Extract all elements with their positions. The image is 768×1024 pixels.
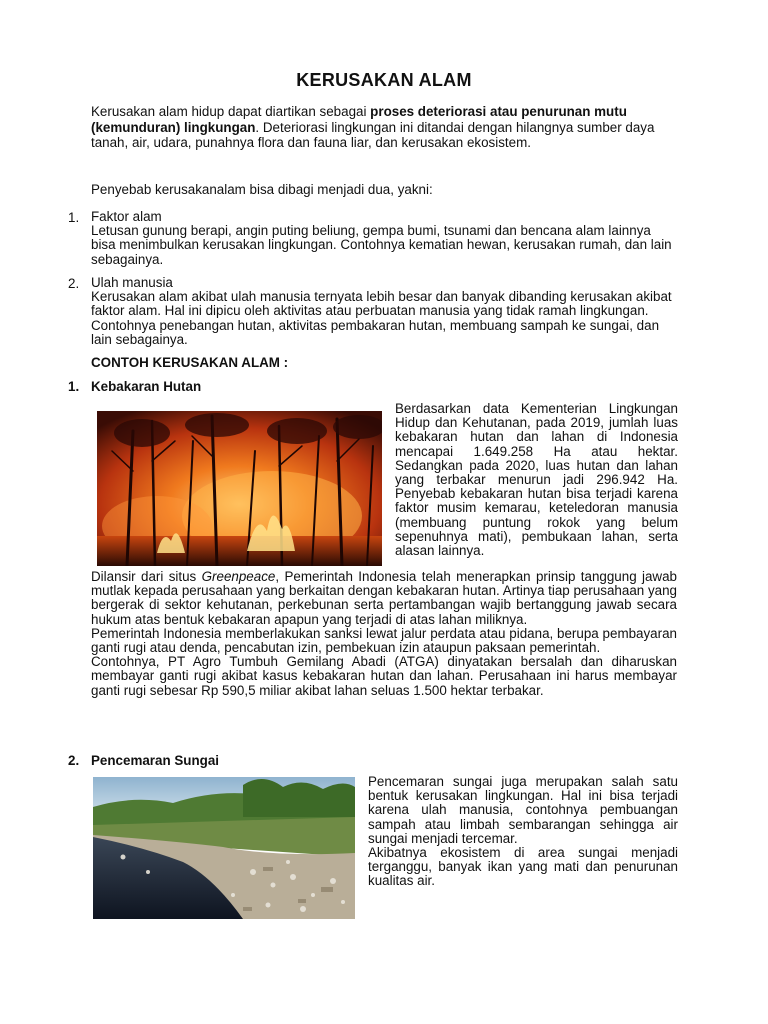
list-item-text: Kerusakan alam akibat ulah manusia ternyata lebih besar dan banyak dibanding kerusakan akibat faktor alam. Hal ini dipicu oleh aktivitas atau perbuatan manusia yang tidak ramah lingkungan. Contohnya penebangan hutan, aktivitas pembakaran hutan, membuang sampah ke sungai, dan lain sebagainya. [91, 289, 672, 347]
river-pollution-side-text [368, 775, 678, 889]
list-item-text: Letusan gunung berapi, angin puting beliung, gempa bumi, tsunami dan bencana alam lainnya bisa menimbulkan kerusakan lingkungan. Contohnya kematian hewan, kerusakan rumah, dan lain sebagainya. [91, 223, 672, 267]
greenpeace-text: Greenpeace [201, 569, 276, 584]
intro-text-end: . Deteriorasi lingkungan ini ditandai dengan hilangnya sumber daya tanah, air, udara, punahnya flora dan fauna liar, dan kerusakan ekosistem. [91, 119, 655, 151]
intro-text: Kerusakan alam hidup dapat diartikan sebagai [91, 104, 371, 119]
forest-fire-paragraph-1 [91, 570, 677, 627]
list-item-label: Faktor alam [91, 209, 162, 224]
forest-fire-body [91, 570, 677, 698]
river-pollution-paragraph-1: Pencemaran sungai juga merupakan salah satu bentuk kerusakan lingkungan. Hal ini bisa terjadi karena ulah manusia, contohnya pembuangan sampah atau limbah sembarangan sehingga air sungai menjadi tercemar. [368, 774, 678, 846]
list-number: 2. [68, 276, 80, 291]
causes-intro: Penyebab kerusakanalam bisa dibagi menjadi dua, yakni: [91, 182, 433, 197]
section-heading-river-pollution: Pencemaran Sungai [91, 753, 220, 768]
intro-paragraph [91, 104, 677, 151]
forest-fire-paragraph-3: Contohnya, PT Agro Tumbuh Gemilang Abadi (ATGA) dinyatakan bersalah dan diharuskan membayar ganti rugi akibat kasus kebakaran hutan dan lahan. Perusahaan ini harus membayar ganti rugi sebesar Rp 590,5 miliar akibat lahan seluas 1.500 hektar terbakar. [91, 654, 677, 698]
forest-fire-side-text: Berdasarkan data Kementerian Lingkungan Hidup dan Kehutanan, pada 2019, jumlah luas kebakaran hutan dan lahan di Indonesia mencapai 1.649.258 Ha atau hektar. Sedangkan pada 2020, luas hutan dan lahan yang terbakar menurun jadi 296.942 Ha. Penyebab kebakaran hutan bisa terjadi karena faktor musim kemarau, keteledoran manusia (membuang puntung rokok yang belum sepenuhnya mati), pembukaan lahan, serta alasan lainnya. [395, 401, 678, 559]
list-number: 1. [68, 379, 80, 394]
body-text: , Pemerintah Indonesia telah menerapkan prinsip tanggung jawab mutlak kepada perusahaan yang berkaitan dengan kebakaran hutan. Artinya tiap perusahaan yang bergerak di sektor kehutanan, perkebunan serta pertambangan wajib bertanggung jawab secara hukum atas bentuk kebakaran apapun yang terjadi di atas lahan miliknya. [91, 569, 678, 627]
forest-fire-image [97, 411, 382, 566]
list-item-human-activity [91, 276, 677, 347]
section-heading-forest-fire: Kebakaran Hutan [91, 379, 202, 394]
intro-bold-text: proses deteriorasi atau penurunan mutu (kemunduran) lingkungan [91, 104, 627, 135]
list-number: 1. [68, 210, 80, 225]
forest-fire-paragraph-2: Pemerintah Indonesia memberlakukan sanksi lewat jalur perdata atau pidana, berupa pembayaran ganti rugi atau denda, pencabutan izin, pembekuan izin ataupun paksaan pemerintah. [91, 625, 677, 656]
list-item-natural-factor [91, 210, 677, 267]
list-item-label: Ulah manusia [91, 275, 173, 290]
river-pollution-image [93, 777, 355, 919]
river-pollution-paragraph-2: Akibatnya ekosistem di area sungai menjadi terganggu, banyak ikan yang mati dan penurunan kualitas air. [368, 845, 678, 889]
examples-heading: CONTOH KERUSAKAN ALAM : [91, 355, 289, 370]
page-title: KERUSAKAN ALAM [296, 70, 472, 90]
body-text: Dilansir dari situs [91, 569, 202, 584]
list-number: 2. [68, 753, 80, 768]
